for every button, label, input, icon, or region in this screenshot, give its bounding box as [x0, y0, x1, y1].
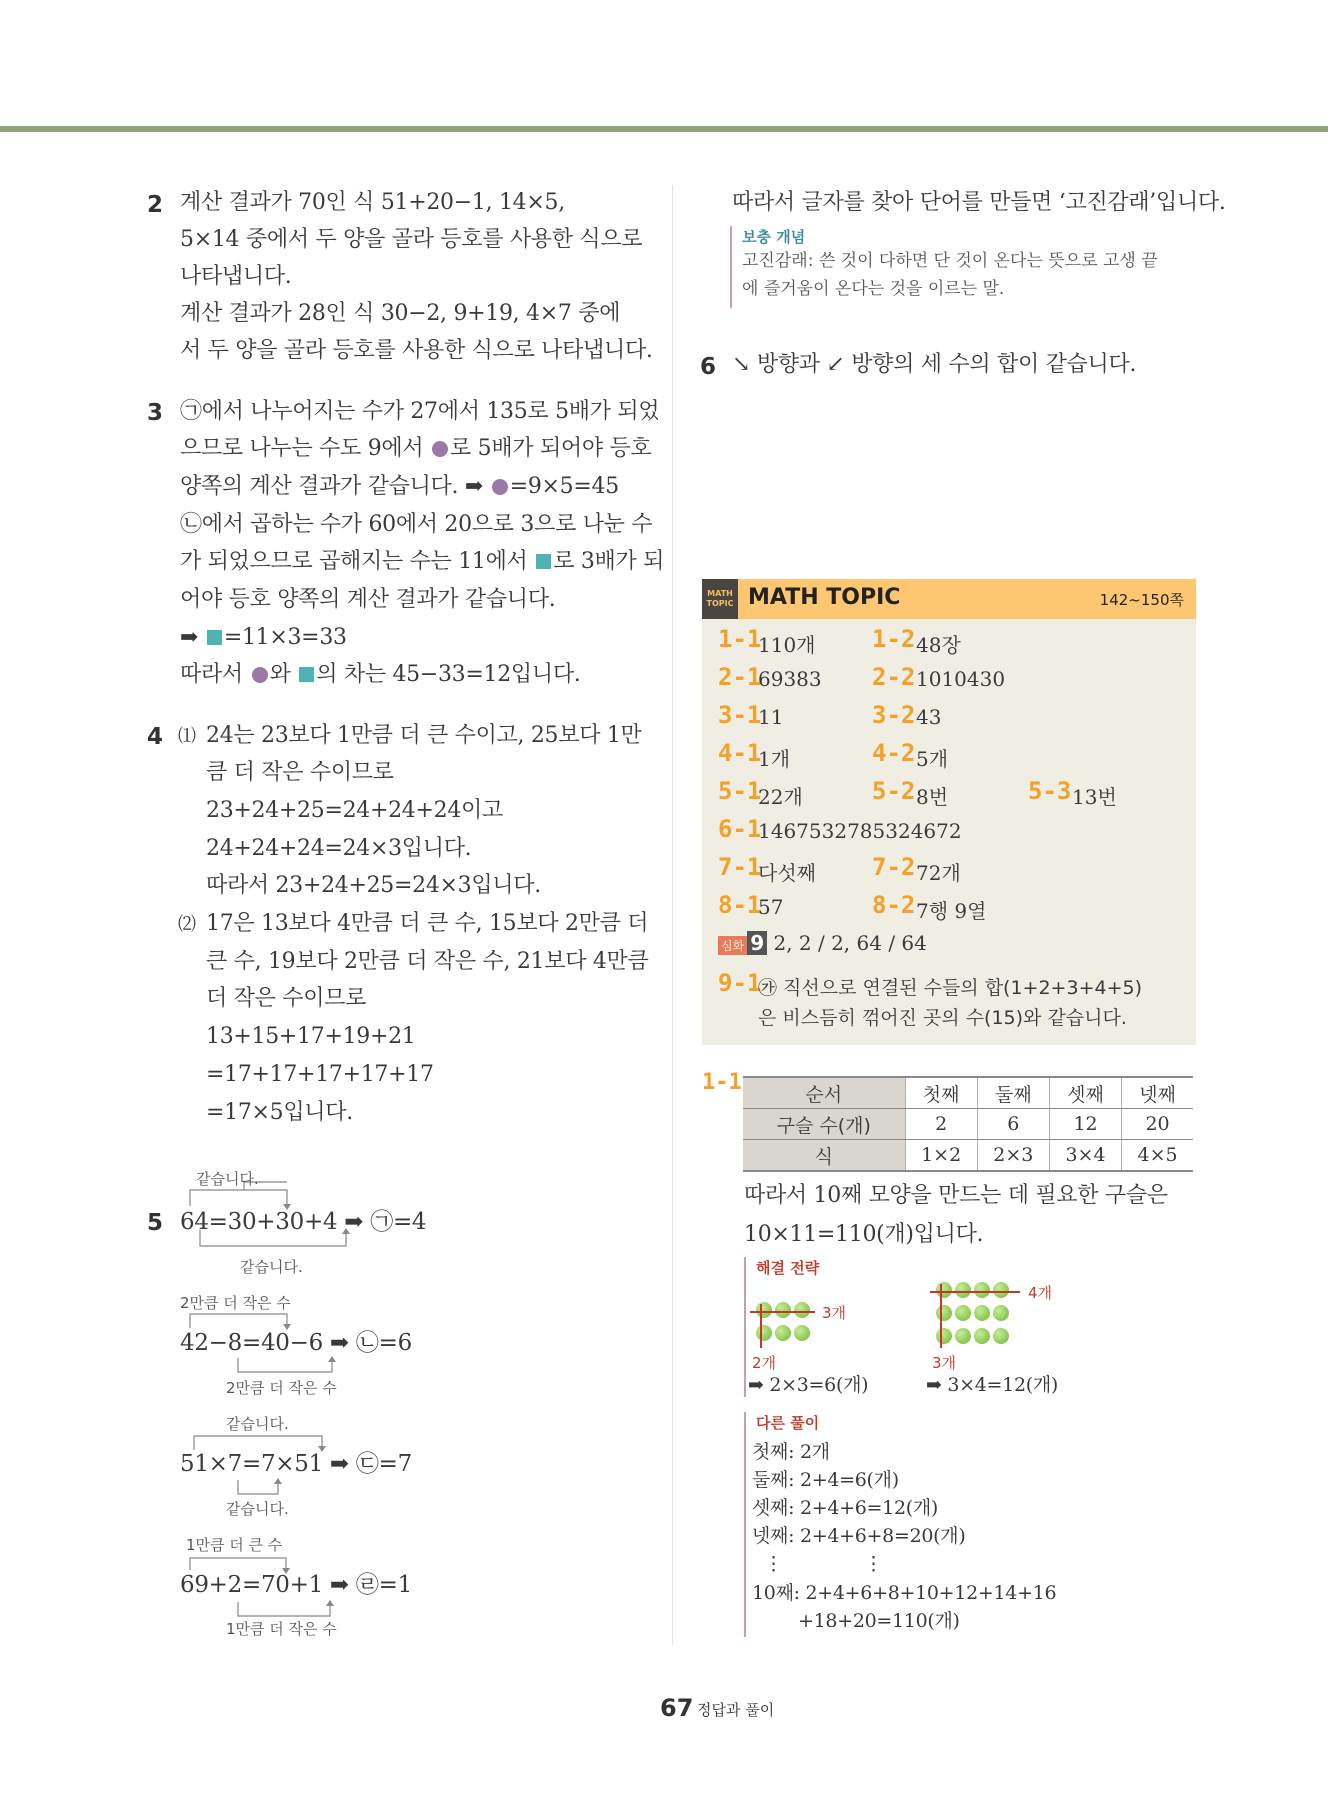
q6-number: 6 [700, 354, 717, 380]
answer-value: 다섯째 [758, 861, 816, 885]
answer-key: 5-2 [872, 777, 916, 805]
answer-key: 6-1 [718, 815, 762, 843]
purple-circle-icon [252, 667, 268, 683]
q2-line: 서 두 양을 골라 등호를 사용한 식으로 나타냅니다. [180, 338, 653, 363]
q3-line: 양쪽의 계산 결과가 같습니다. ➡ =9×5=45 [180, 474, 619, 499]
alternative-line: 첫째: 2개 [752, 1441, 830, 1463]
table-cell: 1×2 [905, 1140, 977, 1172]
answer-key: 4-2 [872, 739, 916, 767]
answer-value: 1467532785324672 [758, 819, 962, 843]
answer-value: 11 [758, 705, 784, 729]
answer-value: 110개 [758, 633, 816, 657]
answer-key: 8-2 [872, 891, 916, 919]
top-rule [0, 126, 1328, 132]
q5-equation: 64=30+30+4 ➡ ㉠=4 [180, 1209, 427, 1235]
page-number: 67 [660, 1694, 694, 1722]
q3-line: ➡ =11×3=33 [180, 625, 347, 650]
q4-line: =17×5입니다. [206, 1100, 353, 1125]
answer-value: 57 [758, 895, 784, 919]
q5-label: 1만큼 더 큰 수 [186, 1536, 283, 1554]
strategy-count: 3개 [822, 1304, 847, 1322]
answer-key: 7-1 [718, 853, 762, 881]
q4-line: =17+17+17+17+17 [206, 1062, 434, 1087]
table-cell: 구슬 수(개) [743, 1109, 905, 1140]
answer-value: 48장 [916, 633, 961, 657]
table-row [743, 1140, 1193, 1172]
table-cell: 순서 [743, 1077, 905, 1109]
table-row [743, 1077, 1193, 1109]
supplement-note-title: 보충 개념 [742, 228, 806, 246]
answer-value: ㉮ 직선으로 연결된 수들의 합(1+2+3+4+5) [758, 977, 1142, 999]
answer-key: 7-2 [872, 853, 916, 881]
q2-line: 나타냅니다. [180, 264, 292, 289]
alternative-ellipsis: ⋮ [864, 1553, 883, 1575]
alternative-ellipsis: ⋮ [764, 1553, 783, 1575]
alternative-line: 셋째: 2+4+6=12(개) [752, 1497, 939, 1519]
supplement-note [730, 226, 1158, 308]
q5-equation: 42−8=40−6 ➡ ㉡=6 [180, 1330, 412, 1356]
q4-line: 13+15+17+19+21 [206, 1024, 416, 1049]
q4-line: 따라서 23+24+25=24×3입니다. [206, 873, 541, 898]
answer-key: 5-3 [1028, 777, 1072, 805]
q2-line: 5×14 중에서 두 양을 골라 등호를 사용한 식으로 [180, 227, 643, 252]
teal-square-icon [207, 630, 222, 645]
answer-key: 3-2 [872, 701, 916, 729]
q4-line: 큰 수, 19보다 2만큼 더 작은 수, 21보다 4만큼 [206, 949, 649, 974]
answer-key: 1-1 [718, 625, 762, 653]
purple-circle-icon [432, 441, 448, 457]
q3-line: ㉡에서 곱하는 수가 60에서 20으로 3으로 나눈 수 [180, 512, 653, 537]
answer-key: 1-2 [872, 625, 916, 653]
answer-key: 4-1 [718, 739, 762, 767]
table-cell: 넷째 [1122, 1077, 1193, 1109]
q4-part2-label: ⑵ [178, 914, 196, 935]
q2-number: 2 [147, 192, 164, 218]
math-topic-header [702, 579, 1196, 619]
strategy-count: 2개 [752, 1354, 777, 1372]
answer-key: 2-2 [872, 663, 916, 691]
down-arrow-icon [760, 1304, 762, 1348]
answer-value: 8번 [916, 785, 949, 809]
q4-number: 4 [147, 724, 164, 750]
table-cell: 둘째 [977, 1077, 1049, 1109]
q3-line: ㉠에서 나누어지는 수가 27에서 135로 5배가 되었 [180, 399, 660, 424]
q5-label: 같습니다. [240, 1258, 303, 1276]
q3-line: 어야 등호 양쪽의 계산 결과가 같습니다. [180, 587, 556, 612]
q4-line: 17은 13보다 4만큼 더 큰 수, 15보다 2만큼 더 [206, 911, 649, 936]
answer-value: 1010430 [916, 667, 1006, 691]
q4-part1-label: ⑴ [178, 726, 196, 747]
q6-line: ↘ 방향과 ↙ 방향의 세 수의 합이 같습니다. [732, 352, 1137, 377]
strategy-equation: ➡ 2×3=6(개) [748, 1374, 869, 1396]
q4-line: 24는 23보다 1만큼 더 큰 수이고, 25보다 1만 [206, 723, 642, 748]
math-topic-logo: MATH TOPIC [702, 579, 738, 619]
q5-label: 2만큼 더 작은 수 [180, 1294, 291, 1312]
q5-label: 같습니다. [226, 1500, 289, 1518]
answer-value: 1개 [758, 747, 791, 771]
solution-line: 따라서 10째 모양을 만드는 데 필요한 구슬은 [744, 1183, 1168, 1208]
right-top-line: 따라서 글자를 찾아 단어를 만들면 ‘고진감래’입니다. [732, 190, 1226, 215]
advanced-badge: 심화 [718, 936, 747, 955]
table-cell: 3×4 [1049, 1140, 1121, 1172]
table-cell: 셋째 [1049, 1077, 1121, 1109]
answer-key: 5-1 [718, 777, 762, 805]
table-cell: 4×5 [1122, 1140, 1193, 1172]
alternative-line: 넷째: 2+4+6+8=20(개) [752, 1525, 966, 1547]
strategy-title: 해결 전략 [756, 1259, 820, 1277]
alternative-line: 둘째: 2+4=6(개) [752, 1469, 899, 1491]
solution-key: 1-1 [702, 1070, 742, 1095]
q2-line: 계산 결과가 70인 식 51+20−1, 14×5, [180, 190, 565, 215]
right-arrow-icon [930, 1291, 1020, 1293]
strategy-count: 4개 [1028, 1284, 1053, 1302]
table-cell: 12 [1049, 1109, 1121, 1140]
alternative-title: 다른 풀이 [756, 1414, 820, 1432]
q3-line: 따라서 와 의 차는 45−33=12입니다. [180, 662, 581, 687]
answer-value: 72개 [916, 861, 961, 885]
q4-line: 큼 더 작은 수이므로 [206, 760, 394, 785]
q3-number: 3 [147, 400, 164, 426]
strategy-count: 3개 [932, 1354, 957, 1372]
table-cell: 20 [1122, 1109, 1193, 1140]
footer-label: 정답과 풀이 [697, 1701, 775, 1719]
q5-label: 1만큼 더 작은 수 [226, 1620, 337, 1638]
math-topic-box [702, 579, 1196, 1045]
q4-line: 23+24+25=24+24+24이고 [206, 798, 503, 823]
q5-label: 2만큼 더 작은 수 [226, 1379, 337, 1397]
answer-key: 2-1 [718, 663, 762, 691]
q5-label: 같습니다. [196, 1170, 259, 1188]
table-cell: 2×3 [977, 1140, 1049, 1172]
table-cell: 식 [743, 1140, 905, 1172]
down-arrow-icon [940, 1284, 942, 1348]
supplement-note-line: 에 즐거움이 온다는 것을 이르는 말. [742, 279, 1005, 299]
q3-line: 가 되었으므로 곱해지는 수는 11에서 로 3배가 되 [180, 549, 665, 574]
answer-value: 5개 [916, 747, 949, 771]
strategy-equation: ➡ 3×4=12(개) [926, 1374, 1059, 1396]
column-divider [672, 185, 673, 1645]
alternative-line: 10째: 2+4+6+8+10+12+14+16 [752, 1582, 1057, 1604]
advanced-value: 2, 2 / 2, 64 / 64 [773, 931, 927, 955]
q5-equation: 69+2=70+1 ➡ ㉣=1 [180, 1572, 412, 1598]
solution-line: 10×11=110(개)입니다. [744, 1222, 984, 1247]
answer-value: 13번 [1072, 785, 1117, 809]
q5-number: 5 [147, 1210, 164, 1236]
answer-key: 3-1 [718, 701, 762, 729]
q3-line: 으므로 나누는 수도 9에서 로 5배가 되어야 등호 [180, 436, 652, 461]
supplement-note-line: 고진감래: 쓴 것이 다하면 단 것이 온다는 뜻으로 고생 끝 [742, 251, 1158, 271]
answer-key: 9-1 [718, 969, 762, 997]
math-topic-title: MATH TOPIC [748, 585, 901, 610]
teal-square-icon [299, 667, 314, 682]
q2-line: 계산 결과가 28인 식 30−2, 9+19, 4×7 중에 [180, 301, 621, 326]
q5-label: 같습니다. [226, 1415, 289, 1433]
answer-value: 은 비스듬히 꺾어진 곳의 수(15)와 같습니다. [758, 1007, 1127, 1029]
answer-value: 43 [916, 705, 942, 729]
advanced-answer [718, 931, 927, 955]
answer-key: 8-1 [718, 891, 762, 919]
answer-value: 69383 [758, 667, 822, 691]
purple-circle-icon [492, 479, 508, 495]
teal-square-icon [536, 554, 551, 569]
table-cell: 2 [905, 1109, 977, 1140]
table-cell: 6 [977, 1109, 1049, 1140]
table-row [743, 1109, 1193, 1140]
q4-line: 24+24+24=24×3입니다. [206, 836, 472, 861]
strategy-dots-2x3 [756, 1302, 813, 1345]
sequence-table [743, 1076, 1193, 1172]
alternative-line: +18+20=110(개) [798, 1610, 960, 1632]
math-topic-pages: 142~150쪽 [1099, 591, 1184, 609]
advanced-number: 9 [747, 931, 767, 955]
table-cell: 첫째 [905, 1077, 977, 1109]
q5-equation: 51×7=7×51 ➡ ㉢=7 [180, 1451, 412, 1477]
answer-value: 22개 [758, 785, 803, 809]
answer-value: 7행 9열 [916, 899, 987, 923]
q4-line: 더 작은 수이므로 [206, 986, 367, 1011]
